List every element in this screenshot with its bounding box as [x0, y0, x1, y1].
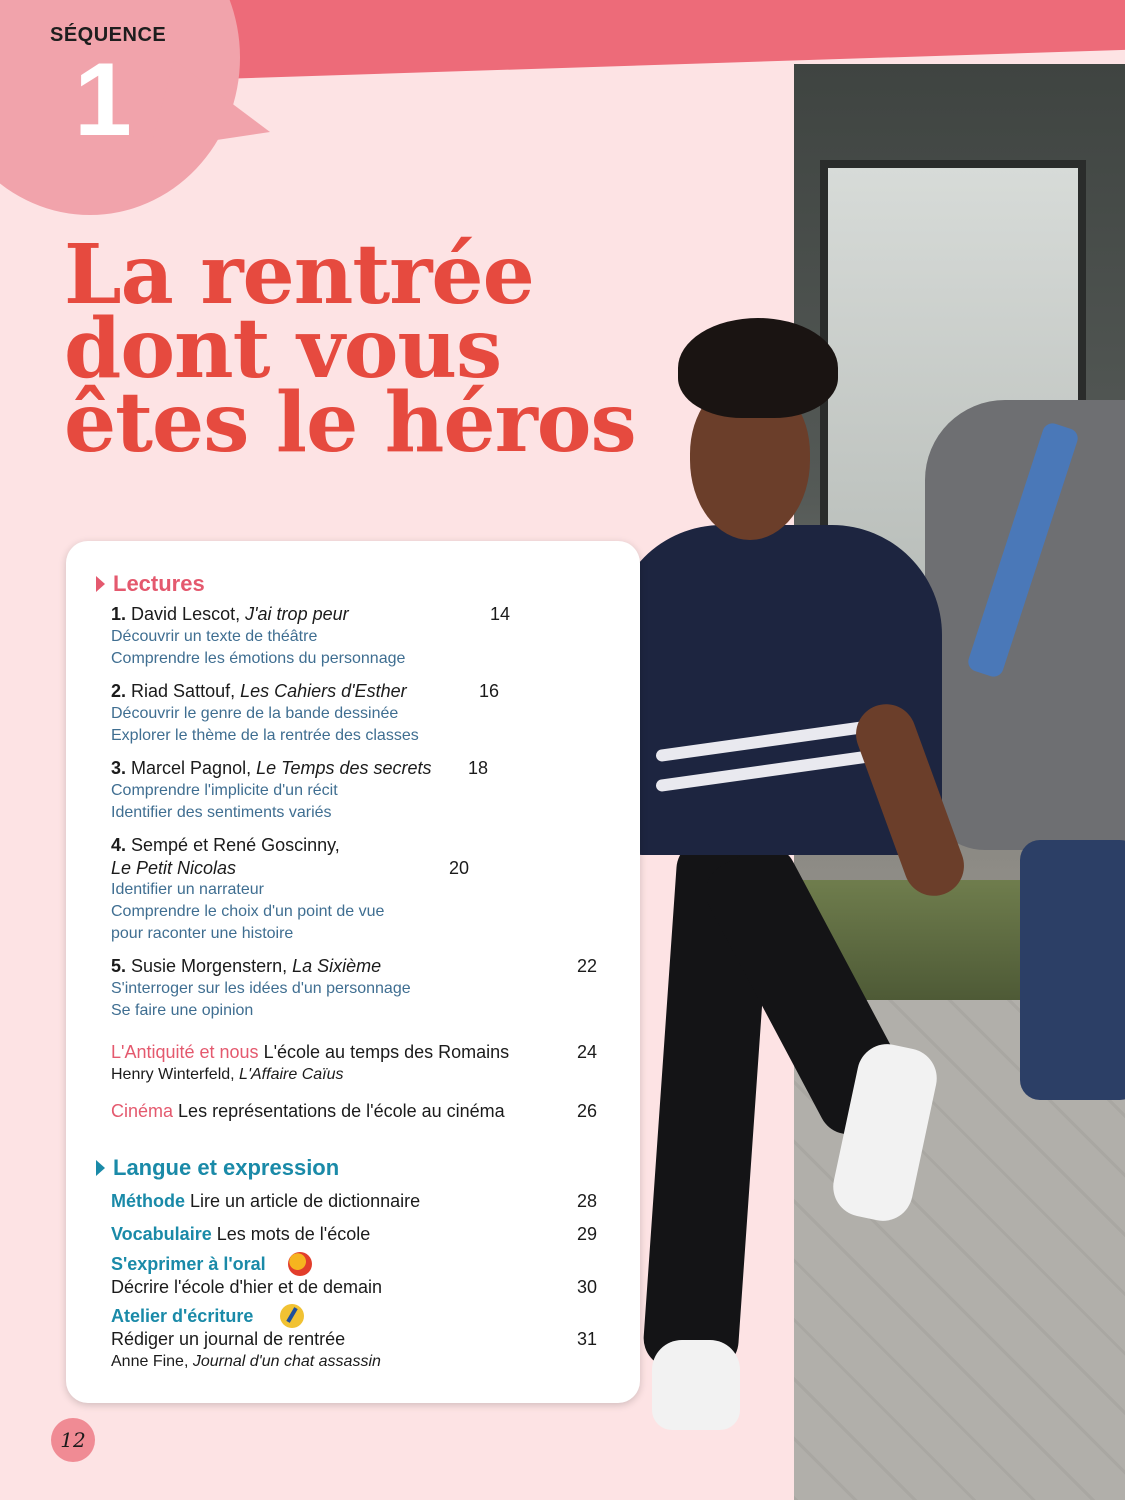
title-line: La rentrée: [64, 227, 534, 323]
photo-second-child-legs: [1020, 840, 1125, 1100]
toc-entry-objective: Identifier des sentiments variés: [111, 804, 332, 821]
toc-entry-oral[interactable]: Décrire l'école d'hier et de demain: [111, 1277, 383, 1297]
arrow-marker-icon: [96, 576, 105, 592]
entry-keyword: Vocabulaire: [111, 1224, 212, 1244]
section-heading-label: Lectures: [113, 571, 205, 596]
entry-text: L'école au temps des Romains: [263, 1042, 510, 1062]
toc-entry-methode[interactable]: [111, 1191, 420, 1212]
toc-entry-title[interactable]: [111, 604, 349, 625]
sequence-label: SÉQUENCE: [50, 24, 167, 46]
oral-badge-icon: [288, 1252, 312, 1276]
entry-work: Le Temps des secrets: [256, 758, 432, 778]
entry-author: Henry Winterfeld,: [111, 1066, 235, 1083]
toc-entry-objective: Comprendre le choix d'un point de vue: [111, 903, 385, 920]
toc-entry-objective: Découvrir le genre de la bande dessinée: [111, 705, 399, 722]
page-title: [64, 227, 636, 471]
toc-entry-title[interactable]: [111, 956, 381, 977]
toc-entry-objective: Identifier un narrateur: [111, 881, 264, 898]
section-heading-label: Langue et expression: [113, 1155, 340, 1180]
toc-entry-objective: Explorer le thème de la rentrée des classes: [111, 727, 419, 744]
writing-badge-icon: [280, 1304, 304, 1328]
entry-keyword: Cinéma: [111, 1101, 174, 1121]
toc-page-number: 16: [479, 681, 500, 701]
entry-number: 3.: [111, 758, 127, 778]
toc-entry-antiquite[interactable]: [111, 1042, 509, 1063]
entry-keyword: S'exprimer à l'oral: [111, 1254, 266, 1274]
photo-child-hair: [678, 318, 838, 418]
toc-entry-title[interactable]: [111, 681, 407, 702]
toc-page-number: 18: [468, 758, 489, 778]
toc-entry-work-line[interactable]: [111, 858, 236, 879]
toc-page-number: 31: [577, 1329, 598, 1349]
entry-work: L'Affaire Caïus: [239, 1066, 344, 1083]
toc-entry-title[interactable]: [111, 758, 432, 779]
toc-entry-atelier-keyword[interactable]: [111, 1306, 253, 1327]
entry-author: Riad Sattouf,: [131, 681, 236, 701]
entry-work: La Sixième: [292, 956, 382, 976]
toc-page-number: 29: [577, 1224, 598, 1244]
photo-second-child: [925, 400, 1125, 850]
toc-entry-title[interactable]: [111, 835, 340, 856]
toc-entry-objective: Découvrir un texte de théâtre: [111, 628, 318, 645]
toc-page-number: 14: [490, 604, 511, 624]
toc-page-number: 20: [449, 858, 470, 878]
toc-page-number: 26: [577, 1101, 598, 1121]
title-line: êtes le héros: [64, 375, 636, 471]
entry-text: Lire un article de dictionnaire: [190, 1191, 421, 1211]
entry-number: 4.: [111, 835, 127, 855]
table-of-contents: [66, 541, 640, 1403]
entry-text: Les représentations de l'école au cinéma: [178, 1101, 505, 1121]
title-line: dont vous: [64, 301, 502, 397]
entry-author: Anne Fine,: [111, 1353, 189, 1370]
page-number: 12: [51, 1418, 95, 1462]
toc-page-number: 28: [577, 1191, 598, 1211]
toc-page-number: 24: [577, 1042, 598, 1062]
toc-entry-objective: S'interroger sur les idées d'un personnage: [111, 980, 411, 997]
sequence-number: 1: [74, 42, 132, 158]
entry-author: David Lescot,: [131, 604, 241, 624]
toc-entry-source: [111, 1353, 381, 1371]
entry-author: Sempé et René Goscinny,: [131, 835, 340, 855]
entry-work: Le Petit Nicolas: [111, 858, 237, 878]
entry-author: Marcel Pagnol,: [131, 758, 252, 778]
section-heading-lectures: [96, 571, 205, 597]
toc-entry-objective: Comprendre les émotions du personnage: [111, 650, 406, 667]
toc-entry-objective: Comprendre l'implicite d'un récit: [111, 782, 338, 799]
entry-number: 2.: [111, 681, 127, 701]
entry-author: Susie Morgenstern,: [131, 956, 288, 976]
entry-keyword: L'Antiquité et nous: [111, 1042, 259, 1062]
toc-page-number: 22: [577, 956, 598, 976]
section-heading-langue: [96, 1155, 339, 1181]
toc-page-number: 30: [577, 1277, 598, 1297]
toc-entry-source: [111, 1066, 343, 1084]
entry-work: Journal d'un chat assassin: [192, 1353, 381, 1370]
photo-child-shoe: [652, 1340, 740, 1430]
toc-entry-vocabulaire[interactable]: [111, 1224, 370, 1245]
entry-keyword: Méthode: [111, 1191, 185, 1211]
toc-entry-objective: Se faire une opinion: [111, 1002, 254, 1019]
entry-work: J'ai trop peur: [245, 604, 349, 624]
entry-number: 5.: [111, 956, 127, 976]
entry-work: Les Cahiers d'Esther: [240, 681, 407, 701]
toc-entry-oral-keyword[interactable]: [111, 1254, 266, 1275]
entry-keyword: Atelier d'écriture: [111, 1306, 254, 1326]
toc-entry-cinema[interactable]: [111, 1101, 505, 1122]
toc-entry-objective: pour raconter une histoire: [111, 925, 294, 942]
entry-number: 1.: [111, 604, 127, 624]
entry-text: Les mots de l'école: [216, 1224, 371, 1244]
toc-entry-atelier[interactable]: Rédiger un journal de rentrée: [111, 1329, 346, 1349]
arrow-marker-icon: [96, 1160, 105, 1176]
